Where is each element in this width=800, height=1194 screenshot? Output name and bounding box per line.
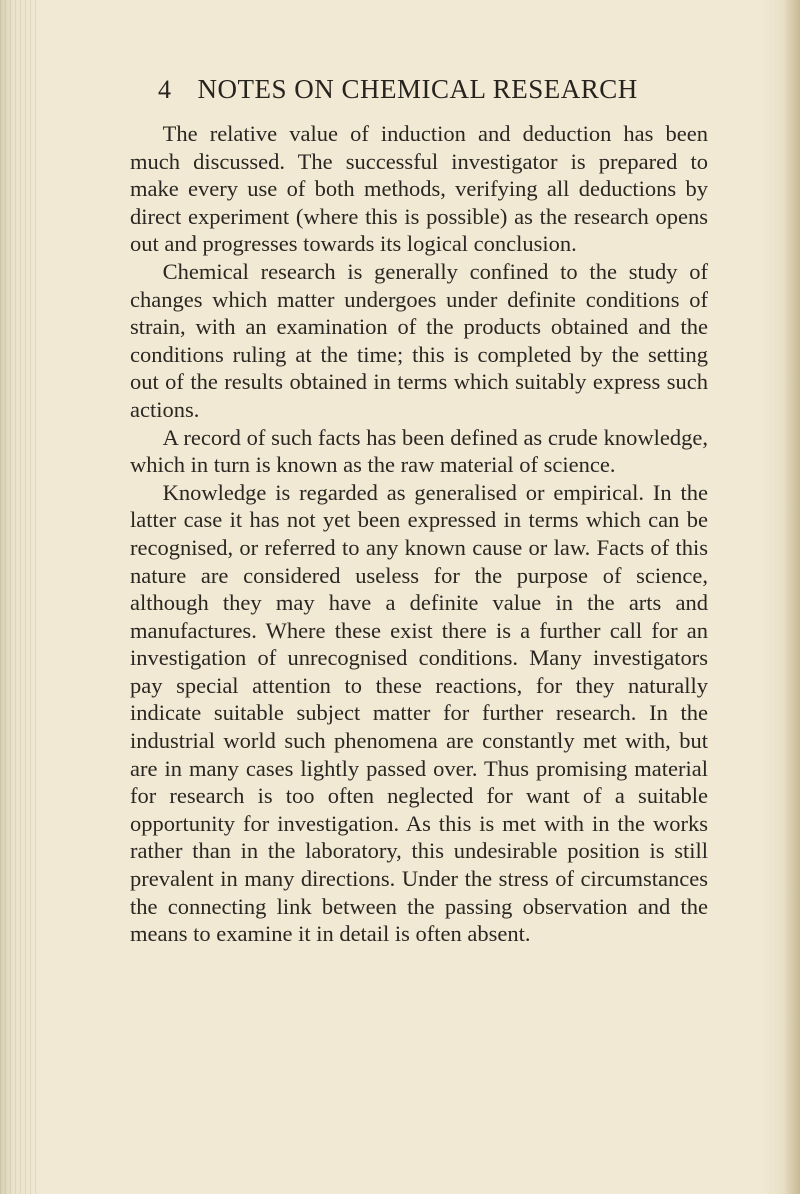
body-text (130, 120, 708, 948)
paragraph-empirical-knowledge: Knowledge is regarded as generalised or empirical. In the latter case it has not yet been expressed in terms which can be recognised, or referred to any known cause or law. Facts of this nature are considered useless for the purpose of science, although they may have a definite value in the arts and manufactures. Where these exist there is a further call for an investigation of unrecognised conditions. Many investigators pay special attention to these reactions, for they naturally indicate suitable subject matter for further research. In the industrial world such phenomena are constantly met with, but are in many cases lightly passed over. Thus promising material for research is too often neglected for want of a suitable opportunity for investigation. As this is met with in the works rather than in the laboratory, this undesirable position is still prevalent in many directions. Under the stress of circumstances the connecting link between the passing observation and the means to examine it in detail is often absent. (130, 479, 708, 947)
running-title: NOTES ON CHEMICAL RESEARCH (197, 74, 638, 104)
paragraph-induction-deduction: The relative value of induction and deduction has been much discussed. The successful investigator is prepared to make every use of both methods, verifying all deductions by direct experiment (where this is possible) as the research opens out and progresses towards its logical conclusion. (130, 121, 708, 257)
paragraph-crude-knowledge: A record of such facts has been defined as crude knowledge, which in turn is known as the raw material of science. (130, 424, 708, 478)
paragraph-chemical-research: Chemical research is generally confined to the study of changes which matter undergoes under definite conditions of strain, with an examination of the products obtained and the conditions ruling at the time; this is completed by the setting out of the results obtained in terms which suitably express such actions. (130, 258, 708, 422)
page-fore-edge (784, 0, 800, 1194)
page-number: 4 (158, 75, 172, 104)
page-binding-edge (0, 0, 36, 1194)
running-header (158, 74, 638, 114)
